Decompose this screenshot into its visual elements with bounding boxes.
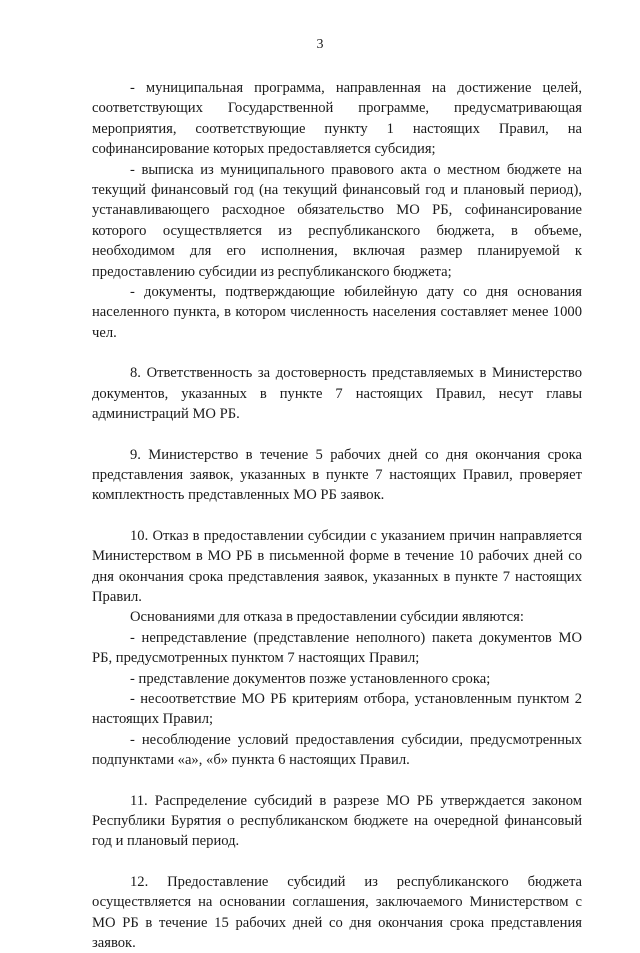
paragraph-ground-criteria: - несоответствие МО РБ критериям отбора, установленным пунктом 2 настоящих Правил; <box>92 690 582 728</box>
paragraph-ground-incomplete: - непредставление (представление неполного) пакета документов МО РБ, предусмотренных пунктом 7 настоящих Правил; <box>92 629 582 667</box>
page-number: 3 <box>316 37 324 52</box>
paragraph-item-9: 9. Министерство в течение 5 рабочих дней со дня окончания срока представления заявок, указанных в пункте 7 настоящих Правил, проверяет комплектность представленных МО РБ заявок. <box>92 446 582 504</box>
paragraph-ground-late: - представление документов позже установленного срока; <box>130 670 491 687</box>
paragraph-item-10: 10. Отказ в предоставлении субсидии с указанием причин направляется Министерством в МО РБ в письменной форме в течение 10 рабочих дней со дня окончания срока представления заявок, указанных в пункте 7 настоящих Правил. <box>92 527 582 605</box>
document-body <box>92 78 582 953</box>
paragraph-ground-conditions: - несоблюдение условий предоставления субсидии, предусмотренных подпунктами «а», «б» пункта 6 настоящих Правил. <box>92 731 582 769</box>
paragraph-budget-extract: - выписка из муниципального правового акта о местном бюджете на текущий финансовый год (на текущий финансовый год и плановый период), устанавливающего расходное обязательство МО РБ, софинансирование которого осуществляется из республиканского бюджета, в объеме, необходимом для его исполнения, включая размер планируемой к предоставлению субсидии из республиканского бюджета; <box>92 161 582 280</box>
paragraph-item-12: 12. Предоставление субсидий из республиканского бюджета осуществляется на основании соглашения, заключаемого Министерством с МО РБ в течение 15 рабочих дней со дня окончания срока представления заявок. <box>92 873 582 952</box>
paragraph-municipal-program: - муниципальная программа, направленная на достижение целей, соответствующих Государственной программе, предусматривающая мероприятия, соответствующие пункту 1 настоящих Правил, на софинансирование которых предоставляется субсидия; <box>92 80 582 158</box>
paragraph-refusal-grounds: Основаниями для отказа в предоставлении субсидии являются: <box>130 609 524 626</box>
paragraph-anniversary-documents: - документы, подтверждающие юбилейную дату со дня основания населенного пункта, в котором численность населения составляет менее 1000 чел. <box>92 284 582 341</box>
paragraph-item-8: 8. Ответственность за достоверность представляемых в Министерство документов, указанных в пункте 7 настоящих Правил, несут главы администраций МО РБ. <box>92 365 582 423</box>
paragraph-item-11: 11. Распределение субсидий в разрезе МО РБ утверждается законом Республики Бурятия о республиканском бюджете на очередной финансовый год и плановый период. <box>92 792 582 850</box>
